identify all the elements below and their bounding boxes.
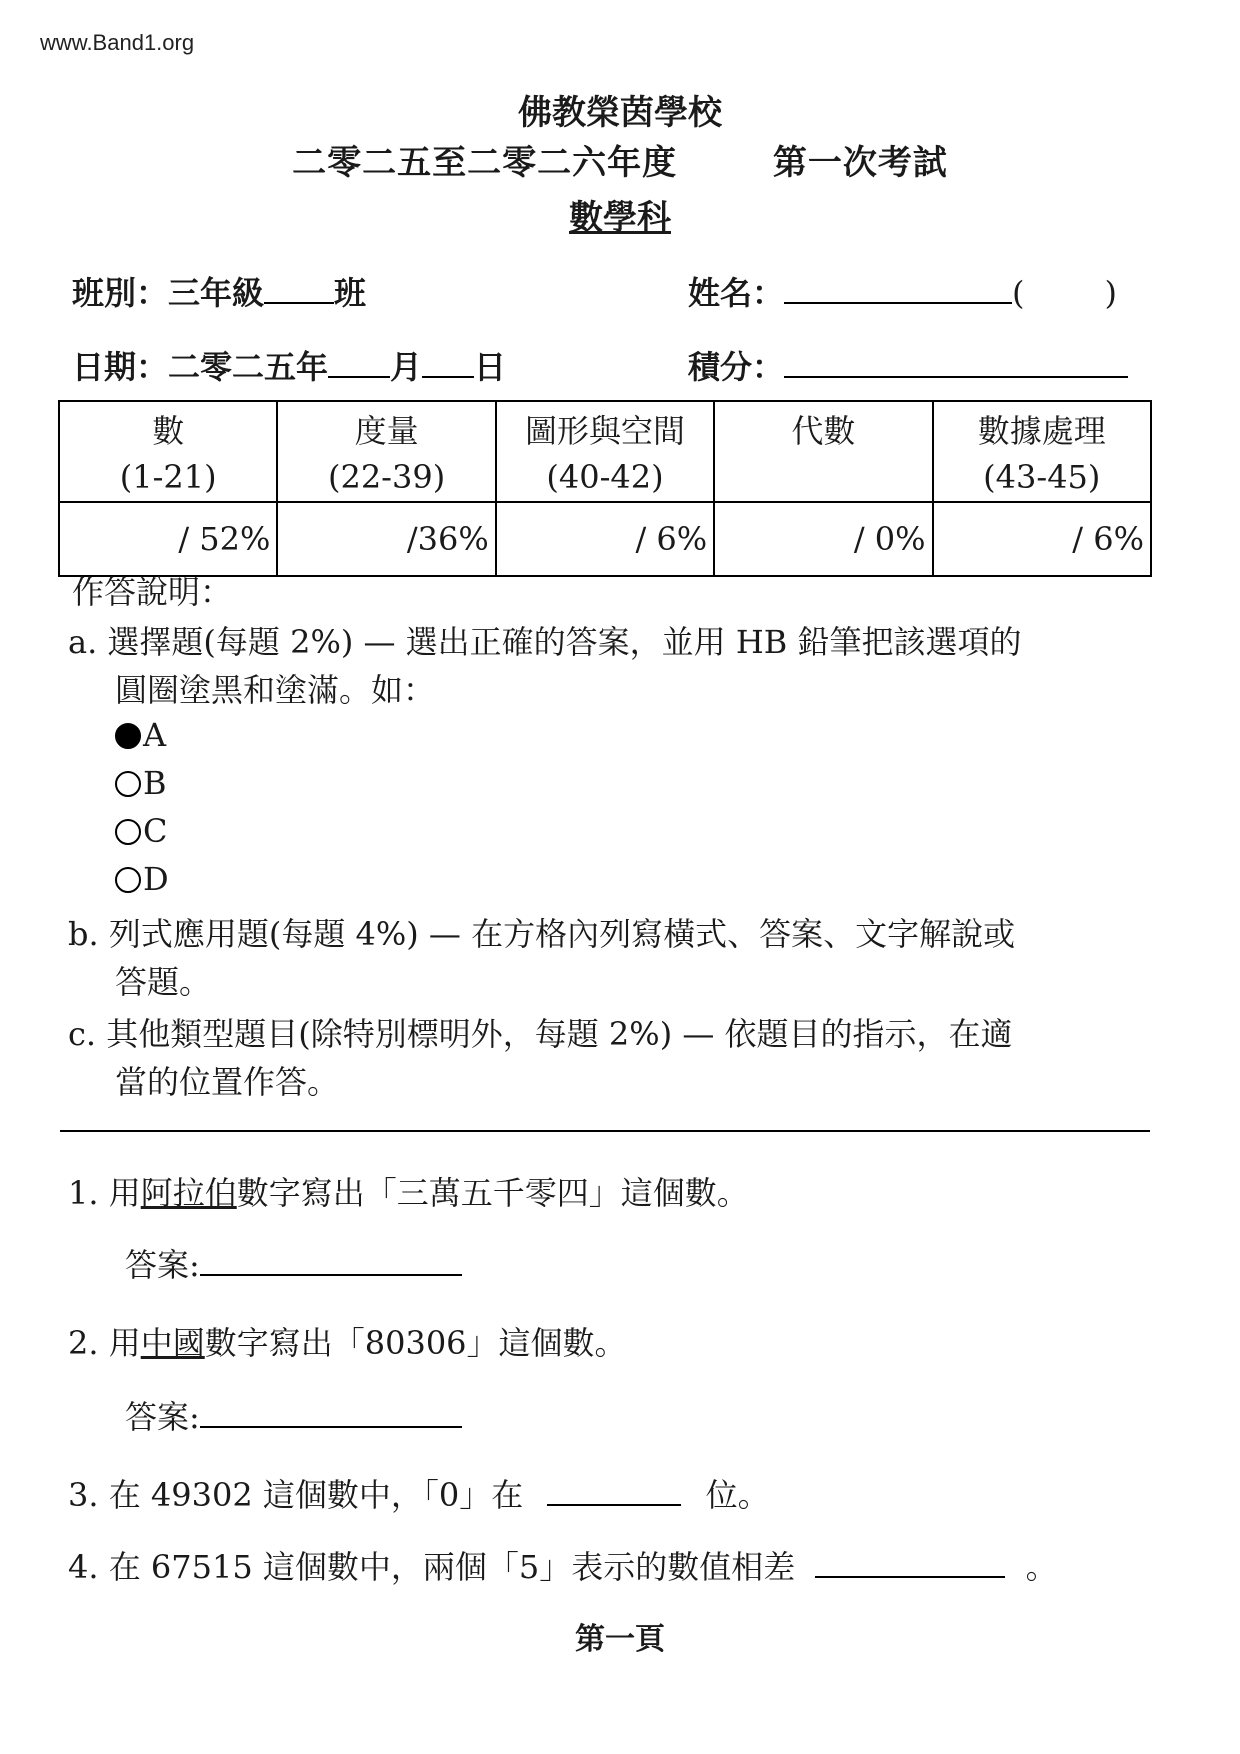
empty-circle-icon (115, 867, 141, 893)
class-field (72, 268, 366, 314)
question-3: 3. 在 49302 這個數中，「0」在 位。 (68, 1476, 770, 1514)
score-value-cell[interactable]: / 6% (933, 502, 1151, 576)
empty-circle-icon (115, 819, 141, 845)
instruction-b-line2: 答題。 (115, 963, 212, 1001)
filled-circle-icon (115, 723, 141, 749)
answer-blank[interactable] (547, 1504, 681, 1506)
score-value-cell[interactable]: / 6% (496, 502, 714, 576)
instructions-heading: 作答說明： (72, 573, 233, 611)
score-field (688, 342, 1128, 388)
question-2: 2. 用中國數字寫出「80306」這個數。 (68, 1324, 627, 1362)
example-option-c: C (115, 812, 167, 850)
instruction-a-line1: a. 選擇題(每題 2%) — 選出正確的答案，並用 HB 鉛筆把該選項的 (68, 623, 1022, 661)
score-header-cell: 數 (1-21) (59, 401, 277, 502)
score-label: 積分： (688, 348, 785, 386)
answer-label: 答案: (125, 1398, 200, 1436)
class-label: 班別：三年級 (72, 274, 265, 312)
answer-label: 答案: (125, 1246, 200, 1284)
question-1-answer (125, 1240, 462, 1286)
name-blank[interactable] (784, 302, 1012, 304)
exam-title (0, 135, 1240, 184)
section-divider (60, 1130, 1150, 1132)
score-table-value-row (59, 502, 1151, 576)
score-header-cell: 圖形與空間 (40-42) (496, 401, 714, 502)
example-option-b: B (115, 764, 167, 802)
score-header-cell: 代數 (714, 401, 932, 502)
score-table-header-row (59, 401, 1151, 502)
name-label: 姓名： (688, 274, 785, 312)
day-label: 日 (474, 348, 507, 386)
question-1: 1. 用阿拉伯數字寫出「三萬五千零四」這個數。 (68, 1174, 749, 1212)
example-option-d: D (115, 860, 169, 898)
name-paren-close: ) (1104, 274, 1117, 312)
instruction-a-line2: 圓圈塗黑和塗滿。如： (115, 671, 436, 709)
score-value-cell[interactable]: / 0% (714, 502, 932, 576)
class-suffix: 班 (334, 274, 367, 312)
empty-circle-icon (115, 771, 141, 797)
question-2-answer (125, 1392, 462, 1438)
school-name: 佛教榮茵學校 (518, 93, 722, 133)
page-number: 第一頁 (575, 1622, 665, 1657)
class-blank[interactable] (264, 302, 334, 304)
score-blank[interactable] (784, 376, 1128, 378)
school-year: 二零二五至二零二六年度 (292, 143, 678, 183)
name-paren-open: ( (1012, 274, 1025, 312)
month-label: 月 (390, 348, 423, 386)
website-watermark: www.Band1.org (40, 30, 195, 55)
answer-blank[interactable] (815, 1576, 1005, 1578)
date-label: 日期：二零二五年 (72, 348, 329, 386)
instruction-b-line1: b. 列式應用題(每題 4%) — 在方格內列寫橫式、答案、文字解說或 (68, 915, 1016, 953)
instruction-c-line1: c. 其他類型題目(除特別標明外，每題 2%) — 依題目的指示，在適 (68, 1015, 1013, 1053)
answer-blank[interactable] (200, 1274, 462, 1276)
subject-title: 數學科 (569, 198, 671, 238)
score-header-cell: 度量 (22-39) (277, 401, 495, 502)
score-header-cell: 數據處理 (43-45) (933, 401, 1151, 502)
instruction-c-line2: 當的位置作答。 (115, 1063, 340, 1101)
answer-blank[interactable] (200, 1426, 462, 1428)
example-option-a: A (115, 716, 166, 754)
month-blank[interactable] (328, 376, 390, 378)
name-field (688, 268, 1117, 314)
score-table (58, 400, 1152, 577)
date-field (72, 342, 506, 388)
score-value-cell[interactable]: /36% (277, 502, 495, 576)
question-4: 4. 在 67515 這個數中，兩個「5」表示的數值相差 。 (68, 1548, 1058, 1586)
exam-name: 第一次考試 (772, 143, 948, 183)
day-blank[interactable] (422, 376, 474, 378)
score-value-cell[interactable]: / 52% (59, 502, 277, 576)
